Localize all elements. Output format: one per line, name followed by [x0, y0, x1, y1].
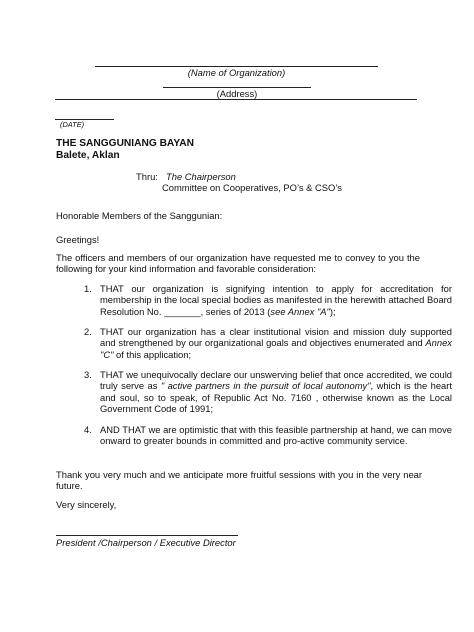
org-name-caption: (Name of Organization) [187, 67, 286, 78]
salutation: Honorable Members of the Sanggunian: [56, 210, 223, 221]
item-number: 4. [84, 424, 92, 435]
list-item: 1. THAT our organization is signifying intention to apply for accreditation for membership in the local special bodies as manifested in the herewith attached Board Resolution No. _______, series of 2013 (see Annex "A"); [84, 283, 452, 317]
signatory-title: President /Chairperson / Executive Director [56, 537, 236, 548]
list-item: 3. THAT we unequivocally declare our unswerving belief that once accredited, we could truly serve as " active partners in the pursuit of local autonomy", which is the heart and soul, so to speak, of Republic Act No. 7160 , otherwise known as the Local Government Code of 1991; [84, 369, 452, 414]
list-item: 4. AND THAT we are optimistic that with this feasible partnership at hand, we can move onward to greater bounds in committed and pro-active community service. [84, 424, 452, 447]
closing: Very sincerely, [56, 499, 117, 510]
item-number: 2. [84, 326, 92, 337]
address-caption: (Address) [216, 88, 258, 99]
recipient-line1: THE SANGGUNIANG BAYAN [56, 138, 194, 149]
thru-title: The Chairperson [166, 171, 236, 182]
signature-line [56, 535, 238, 536]
closing-paragraph: Thank you very much and we anticipate more fruitful sessions with you in the very near future. [56, 469, 422, 492]
thru-label: Thru: [136, 171, 158, 182]
intro-paragraph: The officers and members of our organization have requested me to convey to you the following for your kind information and favorable consideration: [56, 252, 420, 275]
date-caption: (DATE) [60, 120, 85, 129]
list-item: 2. THAT our organization has a clear institutional vision and mission duly supported and strengthened by our organizational goals and objectives enumerated and Annex "C" of this application; [84, 326, 452, 360]
greeting: Greetings! [56, 234, 100, 245]
item-number: 3. [84, 369, 92, 380]
thru-committee: Committee on Cooperatives, PO’s & CSO’s [162, 182, 342, 193]
item-number: 1. [84, 283, 92, 294]
recipient-line2: Balete, Aklan [56, 150, 120, 161]
